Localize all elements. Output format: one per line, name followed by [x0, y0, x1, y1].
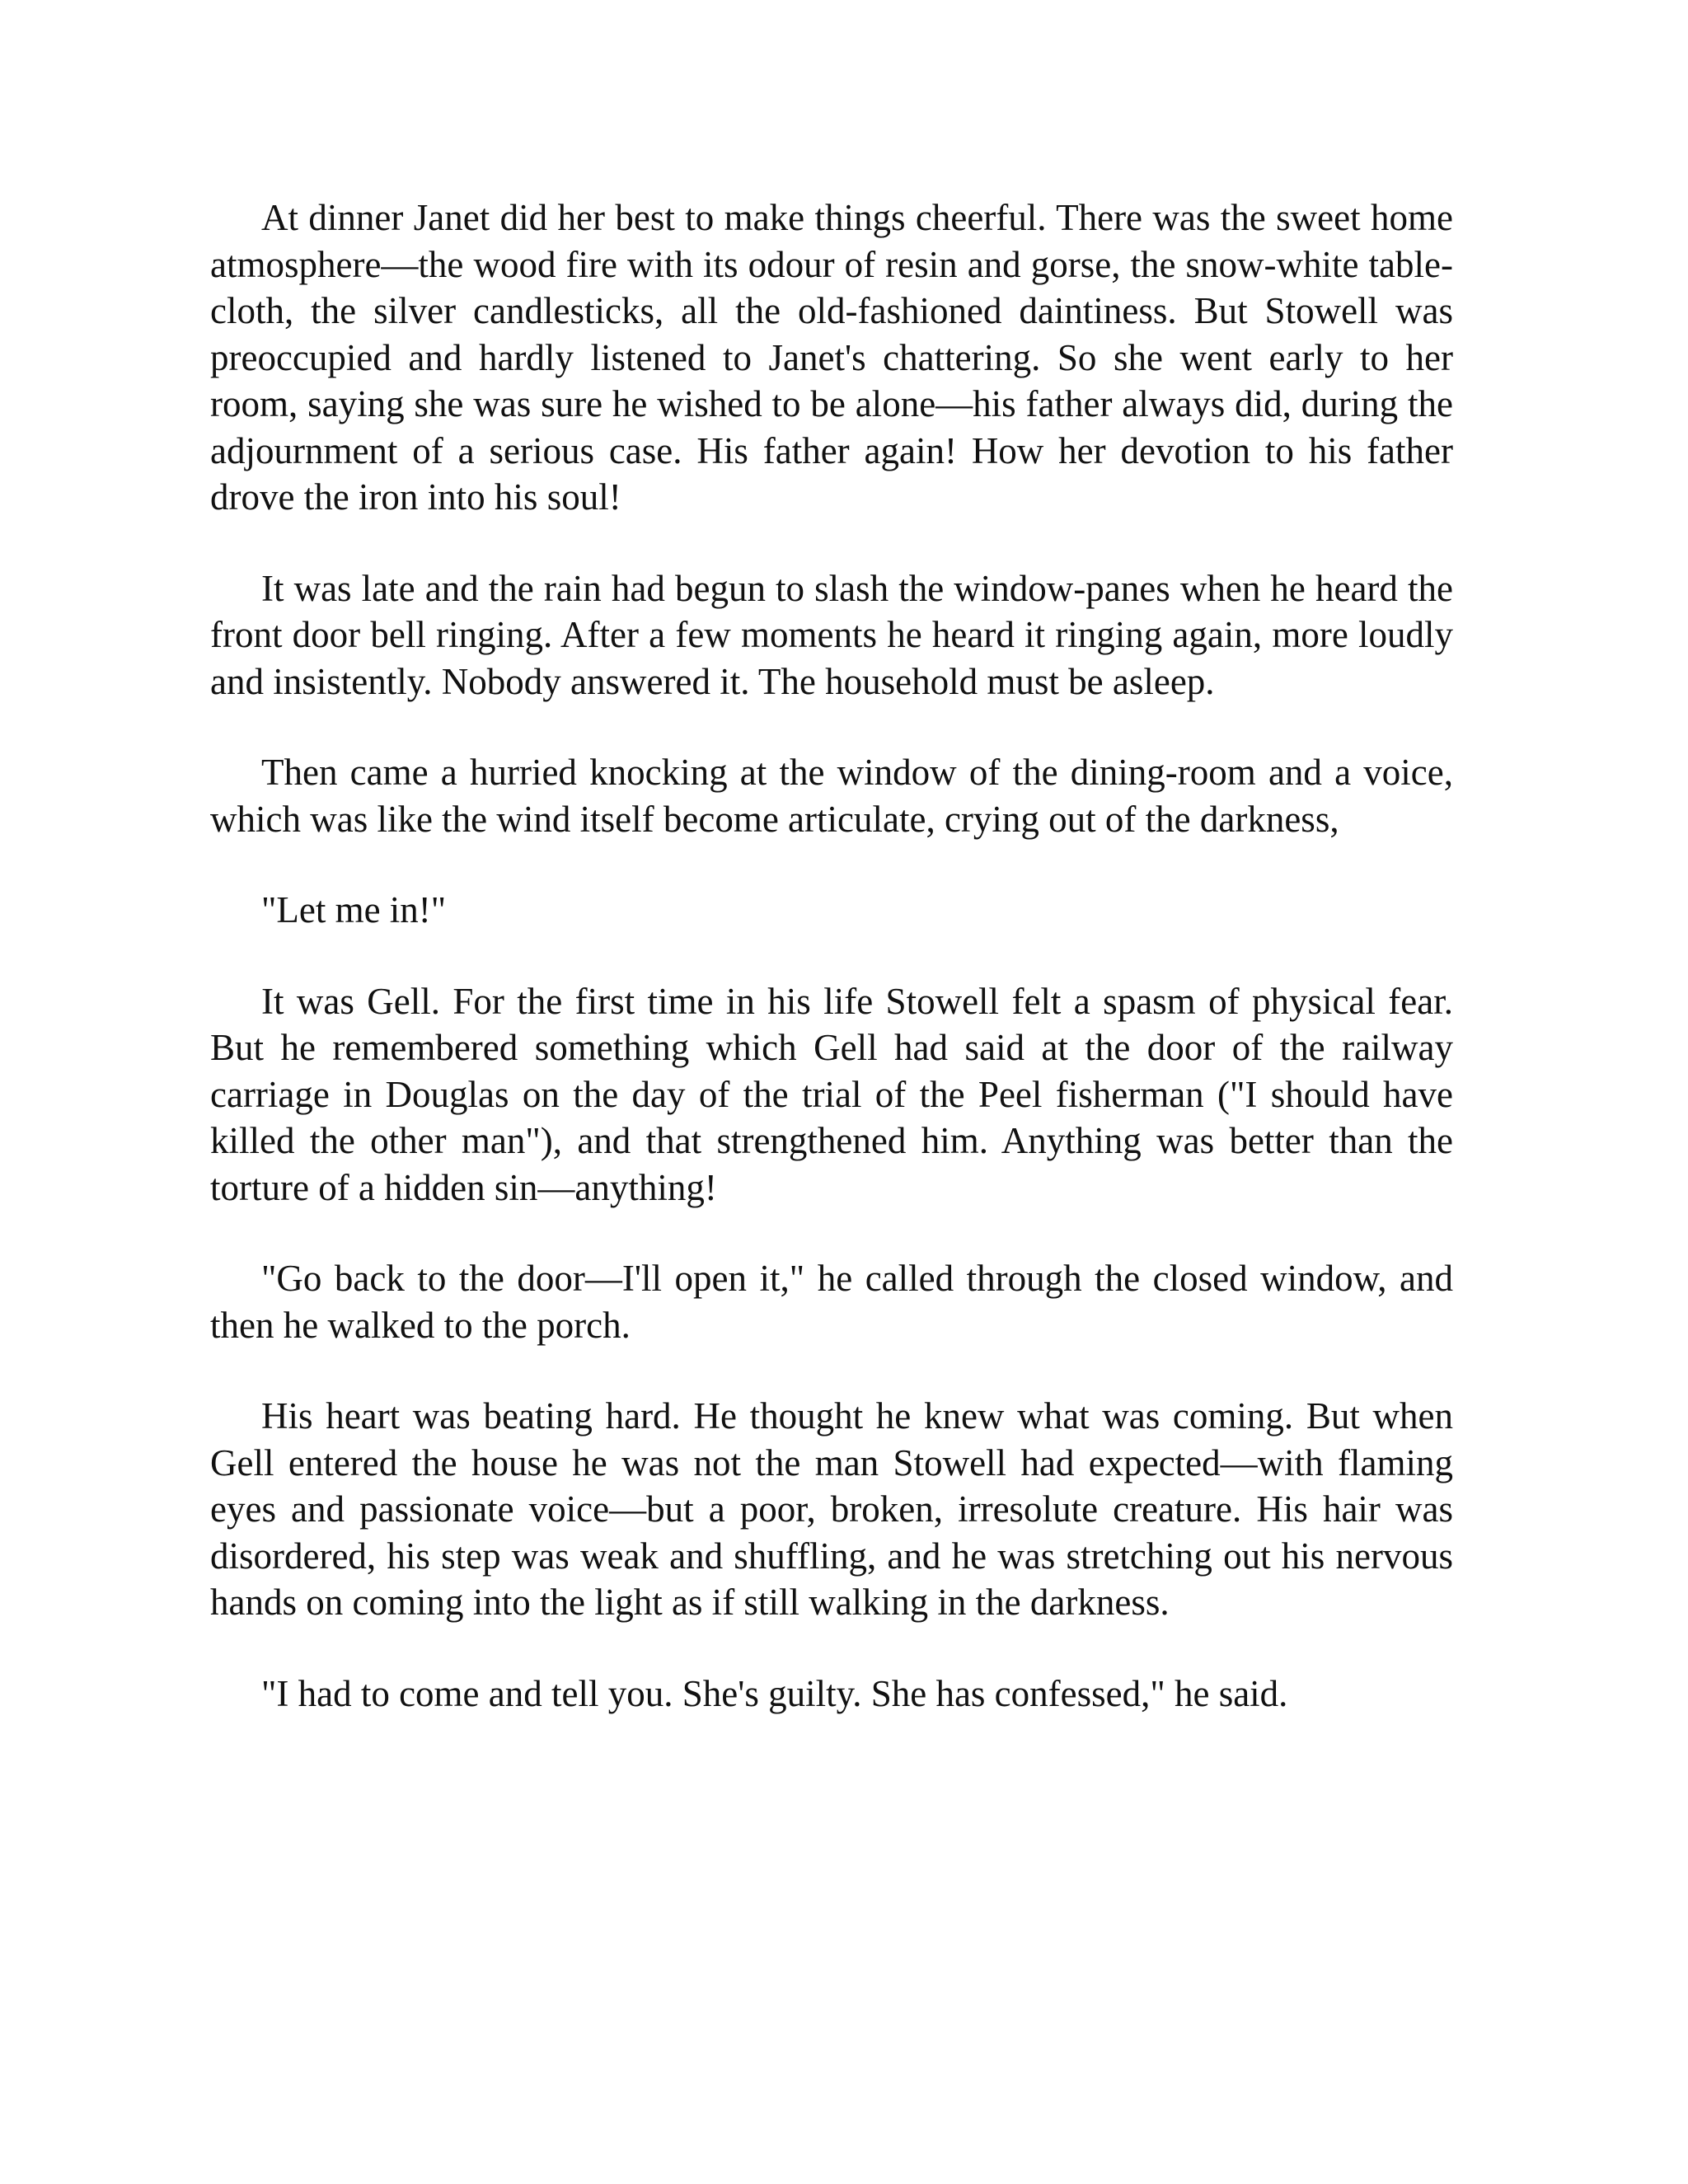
- book-page: [210, 194, 1453, 1761]
- paragraph-knocking: Then came a hurried knocking at the window of the dining-room and a voice, which was like the wind itself become articulate, crying out of the darkness,: [210, 752, 1453, 840]
- paragraph-doorbell: It was late and the rain had begun to slash the window-panes when he heard the front door bell ringing. After a few moments he heard it ringing again, more loudly and insistently. Nobody answered it. The household must be asleep.: [210, 567, 1453, 702]
- paragraph-go-back: "Go back to the door—I'll open it," he called through the closed window, and then he walked to the porch.: [210, 1258, 1453, 1346]
- paragraph-gell-arrives: It was Gell. For the first time in his life Stowell felt a spasm of physical fear. But he remembered something which Gell had said at the door of the railway carriage in Douglas on the day of the trial of the Peel fisherman ("I should have killed the other man"), and that strengthened him. Anything was better than the torture of a hidden sin—anything!: [210, 980, 1453, 1208]
- paragraph-heart-beating: His heart was beating hard. He thought he knew what was coming. But when Gell entered the house he was not the man Stowell had expected—with flaming eyes and passionate voice—but a poor, broken, irresolute creature. His hair was disordered, his step was weak and shuffling, and he was stretching out his nervous hands on coming into the light as if still walking in the darkness.: [210, 1395, 1453, 1623]
- paragraph-let-me-in: "Let me in!": [261, 889, 447, 930]
- paragraph-dinner: At dinner Janet did her best to make things cheerful. There was the sweet home atmosphere—the wood fire with its odour of resin and gorse, the snow-white table-cloth, the silver candlesticks, all the old-fashioned daintiness. But Stowell was preoccupied and hardly listened to Janet's chattering. So she went early to her room, saying she was sure he wished to be alone—his father always did, during the adjournment of a serious case. His father again! How her devotion to his father drove the iron into his soul!: [210, 197, 1453, 518]
- paragraph-confession: "I had to come and tell you. She's guilty. She has confessed," he said.: [261, 1672, 1288, 1714]
